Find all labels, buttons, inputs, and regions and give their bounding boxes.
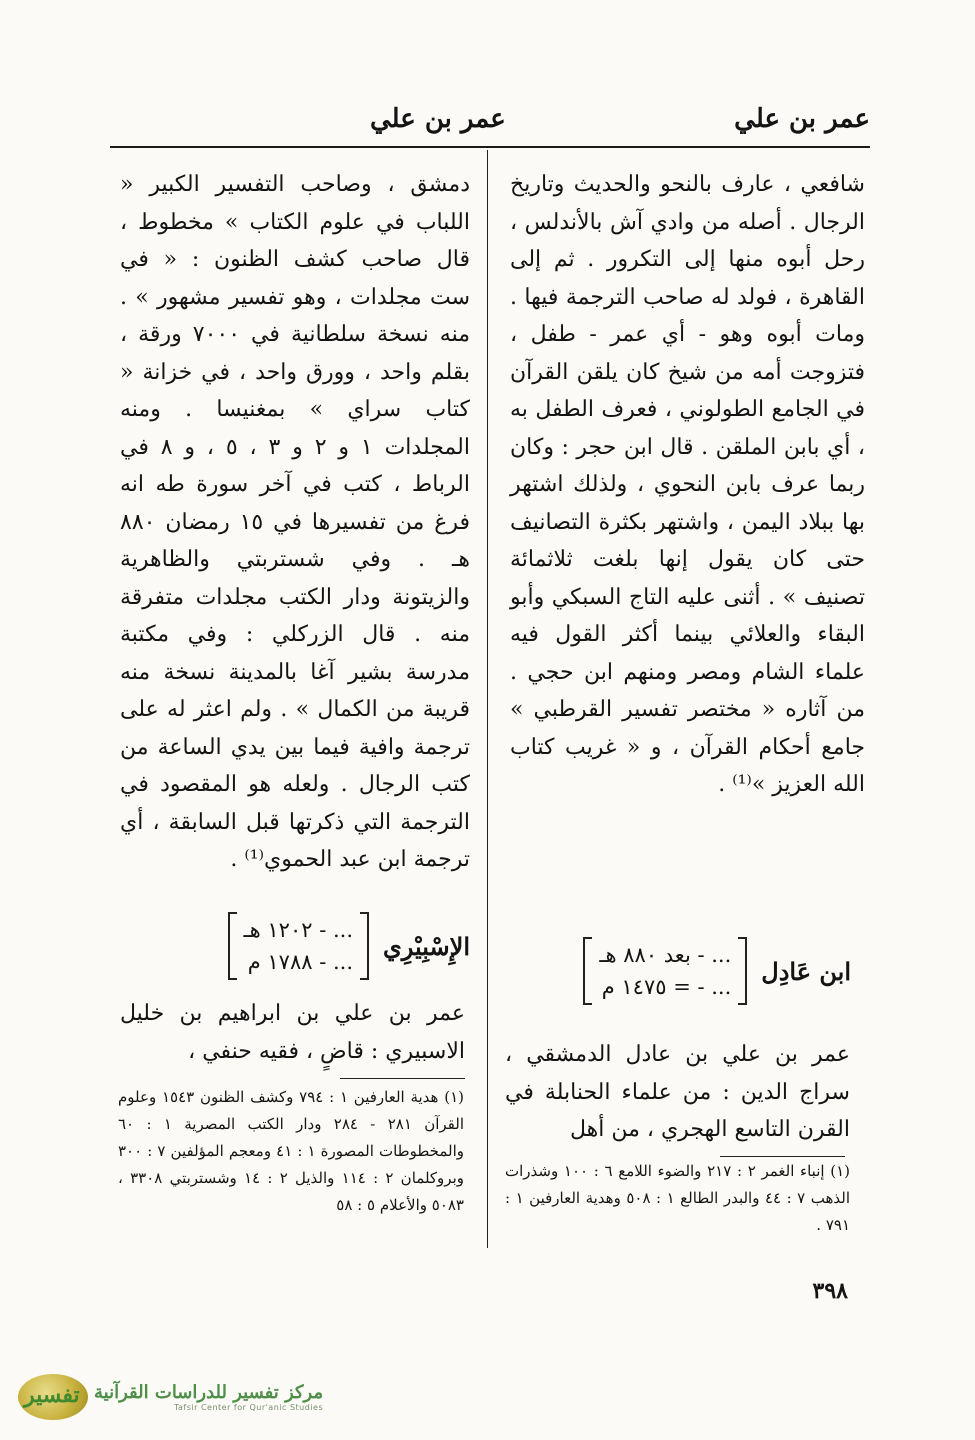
page-number: ٣٩٨ [812,1278,848,1304]
footnote-right: (١) إنباء الغمر ٢ : ٢١٧ والضوء اللامع ٦ : ١٠٠ وشذرات الذهب ٧ : ٤٤ والبدر الطالع ١ : ٥٠٨ وهدية العارفين ١ : ٧٩١ . [505,1162,850,1234]
tafsir-center-logo [18,1374,323,1420]
header-rule [110,146,870,148]
footnote-rule-right [720,1156,845,1157]
footnote-left: (١) هدية العارفين ١ : ٧٩٤ وكشف الظنون ١٥٤٣ وعلوم القرآن ٢٨١ - ٢٨٤ ودار الكتب المصرية ١ : ٦٠ والمخطوطات المصورة ١ : ٤١ ومعجم المؤلفين ٧ : ٣٠٠ وبروكلمان ٢ : ١١٤ والذيل ٢ : ١٤ وشستربتي ٣٣٠٨ ، ٥٠٨٣ والأعلام ٥ : ٥٨ [118,1088,465,1214]
date-gregorian: ... - = ١٤٧٥ م [601,975,732,999]
column-divider [487,150,488,1248]
entry-heading-isbiri [110,912,470,980]
running-head-center: عمر بن علي [370,104,506,134]
entry-body-ibn-adil: عمر بن علي بن عادل الدمشقي ، سراج الدين : من علماء الحنابلة في القرن التاسع الهجري ، من أهل [505,1042,850,1142]
logo-text [94,1382,323,1412]
footnote-rule-left [340,1078,465,1079]
date-gregorian: ... - ١٧٨٨ م [247,950,354,974]
entry-name: الإِسْبِيْرِي [383,931,470,961]
left-column [120,166,470,879]
globe-icon [18,1374,88,1420]
logo-arabic-name: مركز تفسير للدراسات القرآنية [94,1382,324,1403]
logo-english-name: Tafsir Center for Qur'anic Studies [173,1403,324,1412]
entry-dates-box [228,912,370,980]
right-column [510,166,865,804]
entry-heading-ibn-adil [516,937,851,1005]
entry-body-isbiri: عمر بن علي بن ابراهيم بن خليل الاسبيري : قاضٍ ، فقيه حنفي ، [120,1001,465,1064]
entry-name: ابن عَادِل [761,956,851,986]
running-head-right: عمر بن علي [734,104,870,134]
left-column-text: دمشق ، وصاحب التفسير الكبير « اللباب في علوم الكتاب » مخطوط ، قال صاحب كشف الظنون : « في ست مجلدات ، وهو تفسير مشهور » . منه نسخة سلطانية في ٧٠٠٠ ورقة ، بقلم واحد ، وورق واحد ، في خزانة « كتاب سراي » بمغنيسا . ومنه المجلدات ١ و ٢ و ٣ ، ٥ ، و ٨ في الرباط ، كتب في آخر سورة طه انه فرغ من تفسيرها في ١٥ رمضان ٨٨٠ هـ . وفي شستربتي والظاهرية والزيتونة ودار الكتب مجلدات متفرقة منه . قال الزركلي : وفي مكتبة مدرسة بشير آغا بالمدينة نسخة منه قريبة من الكمال » . ولم اعثر له على ترجمة وافية فيما بين يدي الساعة من كتب الرجال . ولعله هو المقصود في الترجمة التي ذكرتها قبل السابقة ، أي ترجمة ابن عبد الحموي⁽¹⁾ . [120,172,471,872]
logo-mark-text: تفسير [24,1382,80,1408]
date-hijri: ... - ١٢٠٢ هـ [243,918,354,942]
entry-dates-box [583,937,747,1005]
right-column-text: شافعي ، عارف بالنحو والحديث وتاريخ الرجال . أصله من وادي آش بالأندلس ، رحل أبوه منها إلى التكرور . ثم إلى القاهرة ، فولد له صاحب الترجمة فيها . ومات أبوه وهو - أي عمر - طفل ، فتزوجت أمه من شيخ كان يلقن القرآن في الجامع الطولوني ، فعرف الطفل به ، أي بابن الملقن . قال ابن حجر : وكان ربما عرف بابن النحوي ، ولذلك اشتهر بها ببلاد اليمن ، واشتهر بكثرة التصانيف حتى كان يقول إنها بلغت ثلاثمائة تصنيف » . أثنى عليه التاج السبكي وأبو البقاء والعلائي بينما أكثر القول فيه علماء الشام ومصر ومنهم ابن حجي . من آثاره « مختصر تفسير القرطبي » جامع أحكام القرآن ، و « غريب كتاب الله العزيز »⁽¹⁾ . [510,172,865,797]
date-hijri: ... - بعد ٨٨٠ هـ [599,943,732,967]
